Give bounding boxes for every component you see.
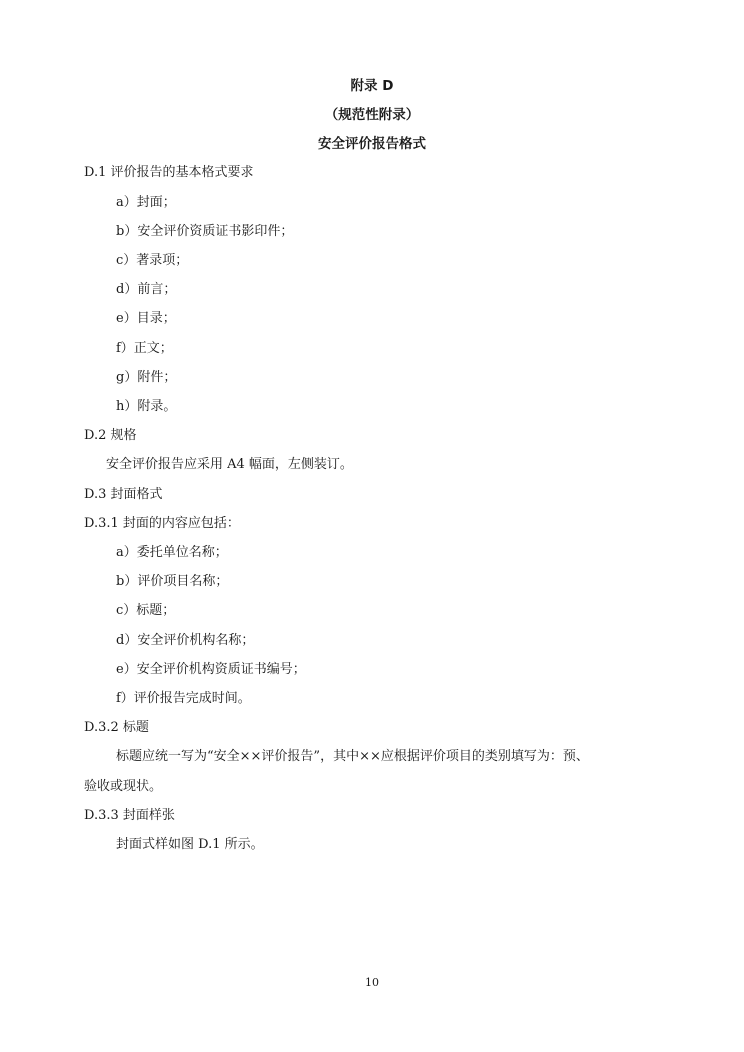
section-d33-text: 封面式样如图 D.1 所示。 (116, 837, 264, 852)
list-item: c）标题； (116, 603, 176, 618)
section-d32-text-line1: 标题应统一写为“安全××评价报告”，其中××应根据评价项目的类别填写为：预、 (116, 749, 589, 764)
list-item: f）评价报告完成时间。 (116, 691, 251, 706)
list-item: b）评价项目名称； (116, 574, 229, 589)
list-item: g）附件； (116, 370, 177, 385)
list-item: a）封面； (116, 195, 176, 210)
section-d32-heading: D.3.2 标题 (84, 720, 149, 735)
section-d32-text-line2: 验收或现状。 (84, 779, 163, 794)
section-d31-heading: D.3.1 封面的内容应包括： (84, 516, 240, 531)
list-item: d）安全评价机构名称； (116, 633, 255, 648)
list-item: f）正文； (116, 341, 173, 356)
list-item: c）著录项； (116, 253, 189, 268)
list-item: b）安全评价资质证书影印件； (116, 224, 294, 239)
page-number: 10 (365, 976, 379, 989)
section-d33-heading: D.3.3 封面样张 (84, 808, 175, 823)
section-d2-text: 安全评价报告应采用 A4 幅面，左侧装订。 (106, 457, 353, 472)
list-item: e）目录； (116, 311, 176, 326)
list-item: e）安全评价机构资质证书编号； (116, 662, 306, 677)
list-item: h）附录。 (116, 399, 177, 414)
section-d3-heading: D.3 封面格式 (84, 487, 163, 502)
section-d2-heading: D.2 规格 (84, 428, 137, 443)
appendix-label: 附录 D (350, 78, 394, 94)
section-d1-heading: D.1 评价报告的基本格式要求 (84, 165, 254, 180)
list-item: d）前言； (116, 282, 177, 297)
appendix-title: 安全评价报告格式 (318, 136, 426, 152)
appendix-type: （规范性附录） (324, 107, 420, 123)
list-item: a）委托单位名称； (116, 545, 228, 560)
